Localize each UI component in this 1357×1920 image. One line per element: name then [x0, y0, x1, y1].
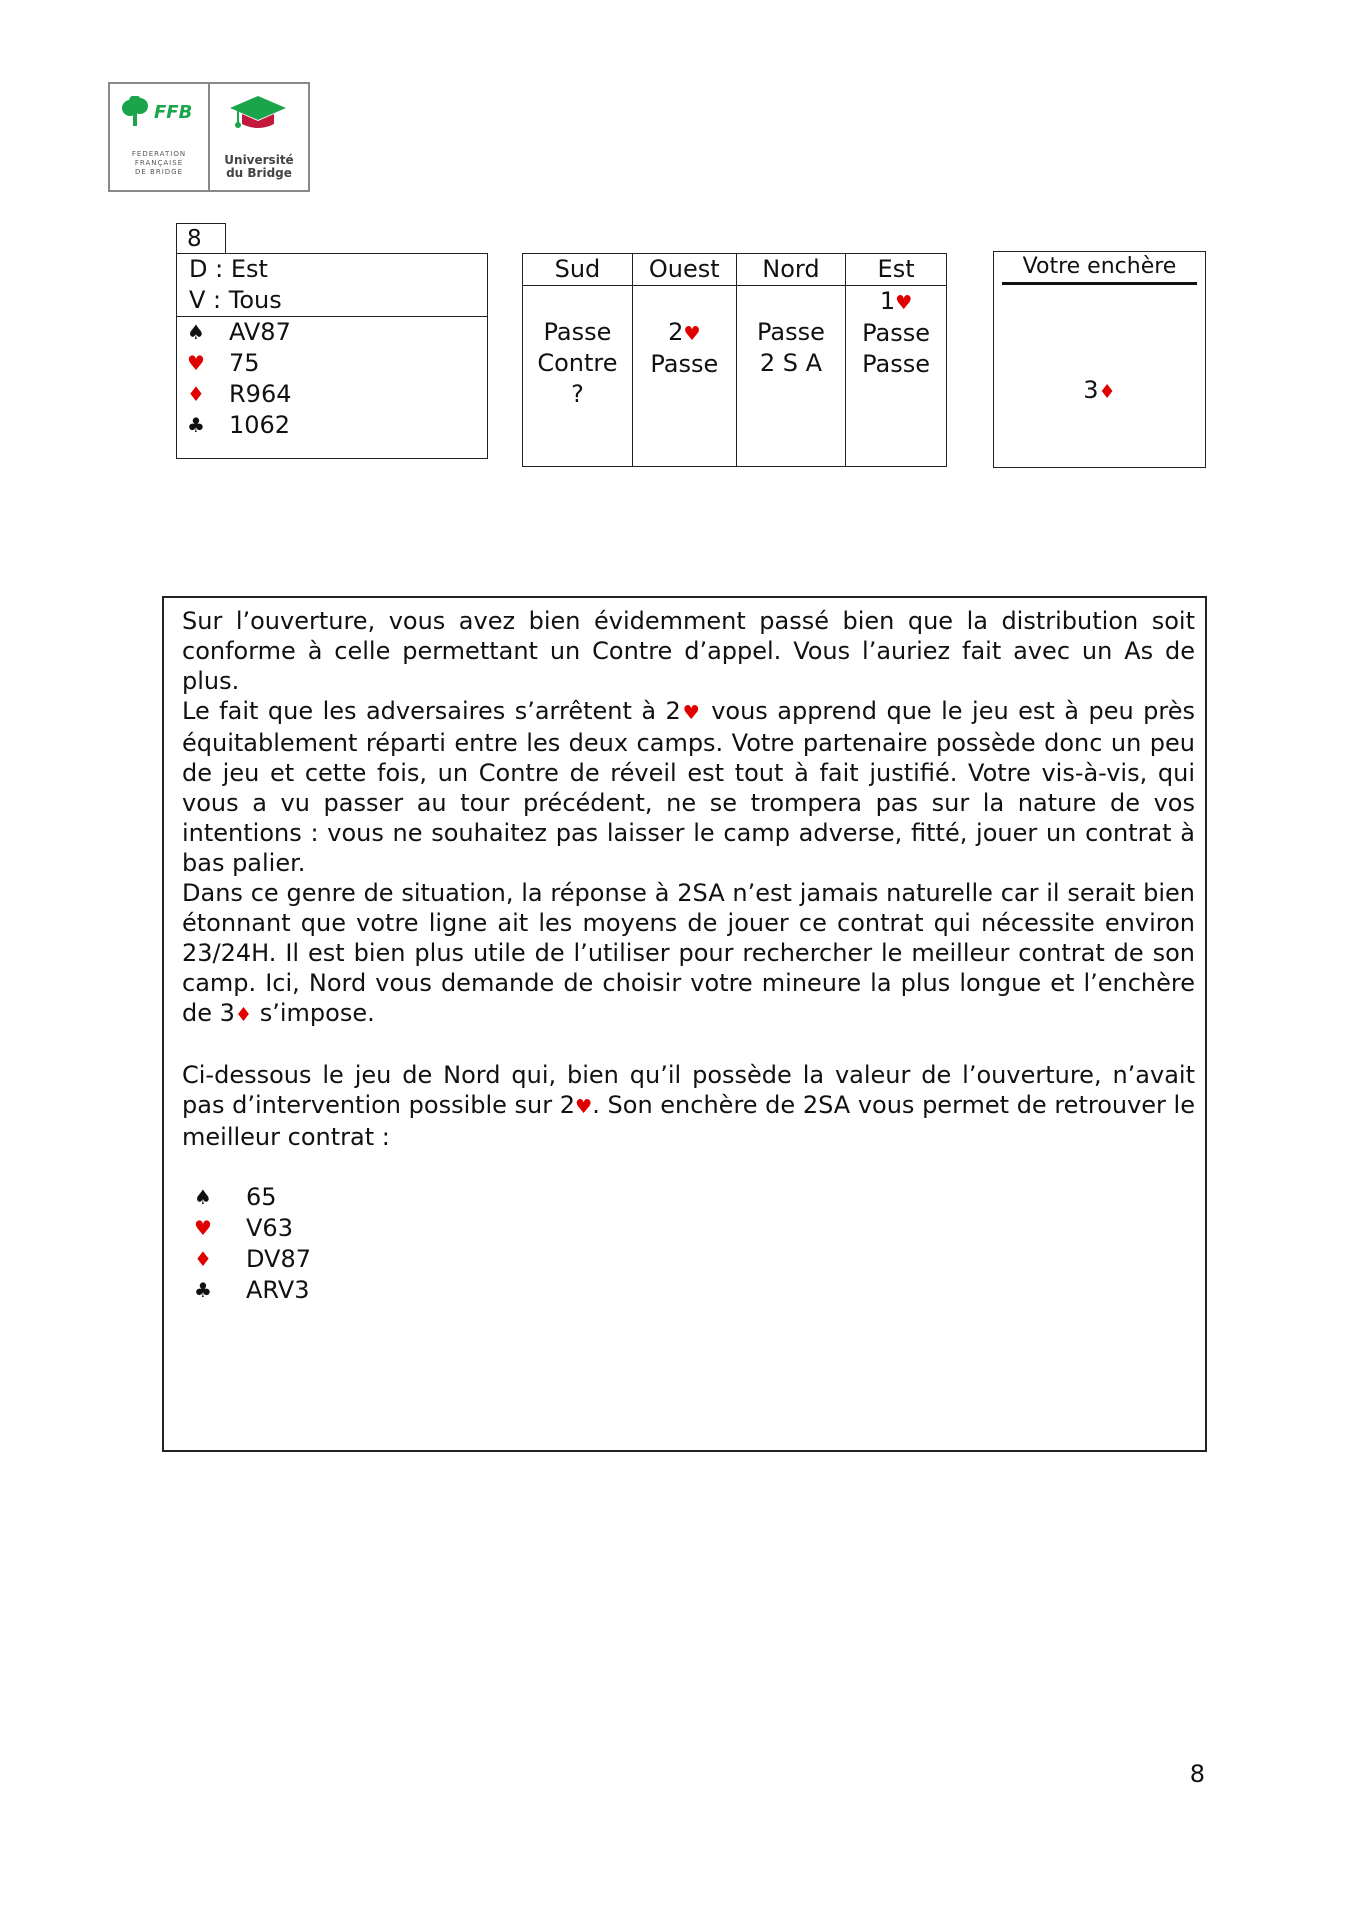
- club-icon: ♣: [194, 1278, 212, 1302]
- heart-icon: ♥: [680, 701, 702, 724]
- graduation-cap-icon: [228, 94, 288, 134]
- bid-call: Passe: [757, 318, 825, 346]
- bid-call: [737, 286, 845, 317]
- bid-call: [523, 286, 632, 317]
- suit-cards: DV87: [246, 1245, 312, 1273]
- federation-line-2: FRANÇAISE: [134, 159, 184, 167]
- universite-line-1: Université: [224, 153, 294, 167]
- column-est: [846, 286, 947, 467]
- answer-box: [993, 251, 1206, 468]
- universite-logo: [210, 84, 308, 190]
- suit-cards: AV87: [229, 318, 291, 346]
- explanation-paragraph-1: Sur l’ouverture, vous avez bien évidemment passé bien que la distribution soit conforme à celle permettant un Contre d’appel. Vous l’auriez fait avec un As de plus.: [182, 607, 1195, 695]
- suit-line: [177, 317, 487, 348]
- bid-call: Passe: [543, 318, 612, 346]
- heart-icon: ♥: [895, 291, 913, 314]
- north-hand: [182, 1182, 1195, 1306]
- bid-call: Passe: [862, 319, 931, 347]
- answer-title: Votre enchère: [1002, 252, 1197, 285]
- spade-icon: ♠: [194, 1185, 212, 1209]
- federation-line-1: FEDERATION: [131, 150, 187, 158]
- spade-icon: ♠: [187, 320, 205, 344]
- suit-line: [182, 1275, 1195, 1306]
- header-nord: Nord: [736, 254, 845, 286]
- explanation-paragraph-3: Dans ce genre de situation, la réponse à 2SA n’est jamais naturelle car il serait bien étonnant que votre ligne ait les moyens de jouer ce contrat qui nécessite environ 23/24H. Il est bien plus utile de l’utiliser pour rechercher le meilleur contrat de son camp. Ici, Nord vous demande de choisir votre mineure la plus longue et l’enchère de 3♦ s’impose.: [182, 879, 1195, 1027]
- suit-cards: V63: [246, 1214, 293, 1242]
- heart-icon: ♥: [683, 322, 701, 345]
- explanation-paragraph-4: Ci-dessous le jeu de Nord qui, bien qu’il possède la valeur de l’ouverture, n’avait pas d’intervention possible sur 2♥. Son enchère de 2SA vous permet de retrouver le meilleur contrat :: [182, 1061, 1195, 1151]
- suit-line: [182, 1182, 1195, 1213]
- bid-call: Passe: [650, 350, 719, 378]
- suit-line: [177, 379, 487, 410]
- answer-bid: [994, 376, 1205, 404]
- suit-line: [182, 1244, 1195, 1275]
- suit-cards: 75: [229, 349, 260, 377]
- dealer-label: D : Est: [189, 255, 268, 283]
- universite-line-2: du Bridge: [226, 166, 292, 180]
- bid-call: [633, 286, 736, 317]
- heart-icon: ♥: [575, 1095, 593, 1118]
- diamond-icon: ♦: [234, 1003, 253, 1026]
- explanation-paragraph-2: Le fait que les adversaires s’arrêtent à 2♥ vous apprend que le jeu est à peu près équitablement réparti entre les deux camps. Votre partenaire possède donc un peu de jeu et cette fois, un Contre de réveil est tout à fait justifié. Votre vis-à-vis, qui vous a vu passer au tour précédent, ne se trompera pas sur la nature de vos intentions : vous ne souhaitez pas laisser le camp adverse, fitté, jouer un contrat à bas palier.: [182, 697, 1196, 877]
- suit-line: [182, 1213, 1195, 1244]
- heart-icon: ♥: [187, 351, 205, 375]
- bid-call: 2 S A: [759, 349, 823, 377]
- column-sud: [523, 286, 633, 467]
- page-number: 8: [1189, 1760, 1205, 1788]
- hand-diagram: [176, 253, 488, 459]
- hand-suits: [177, 317, 487, 441]
- bid-call: ?: [571, 380, 584, 408]
- explanation-box: [162, 596, 1207, 1452]
- diamond-icon: ♦: [187, 382, 205, 406]
- heart-icon: ♥: [194, 1216, 212, 1240]
- vulnerability-label: V : Tous: [189, 286, 282, 314]
- header-ouest: Ouest: [632, 254, 736, 286]
- suit-cards: ARV3: [246, 1276, 310, 1304]
- bid-call: 1♥: [879, 287, 913, 315]
- bid-call: Passe: [862, 350, 931, 378]
- column-ouest: [632, 286, 736, 467]
- suit-line: [177, 410, 487, 441]
- bid-call: Contre: [537, 349, 618, 377]
- club-icon: ♣: [187, 413, 205, 437]
- suit-cards: 65: [246, 1183, 277, 1211]
- answer-bid-text: 3♦: [1083, 376, 1116, 404]
- federation-line-3: DE BRIDGE: [134, 168, 183, 176]
- header-sud: Sud: [523, 254, 633, 286]
- brand-label: FFB: [154, 102, 193, 123]
- column-nord: [736, 286, 845, 467]
- diamond-icon: ♦: [1098, 380, 1116, 403]
- board-number: 8: [176, 223, 226, 253]
- ffb-logo: [108, 82, 310, 192]
- bid-call: 2♥: [668, 318, 701, 346]
- suit-cards: R964: [229, 380, 292, 408]
- header-est: Est: [846, 254, 947, 286]
- diamond-icon: ♦: [194, 1247, 212, 1271]
- bidding-table: [522, 253, 947, 467]
- suit-cards: 1062: [229, 411, 291, 439]
- ffb-federation-logo: [110, 84, 210, 190]
- tree-icon: [118, 96, 158, 128]
- suit-line: [177, 348, 487, 379]
